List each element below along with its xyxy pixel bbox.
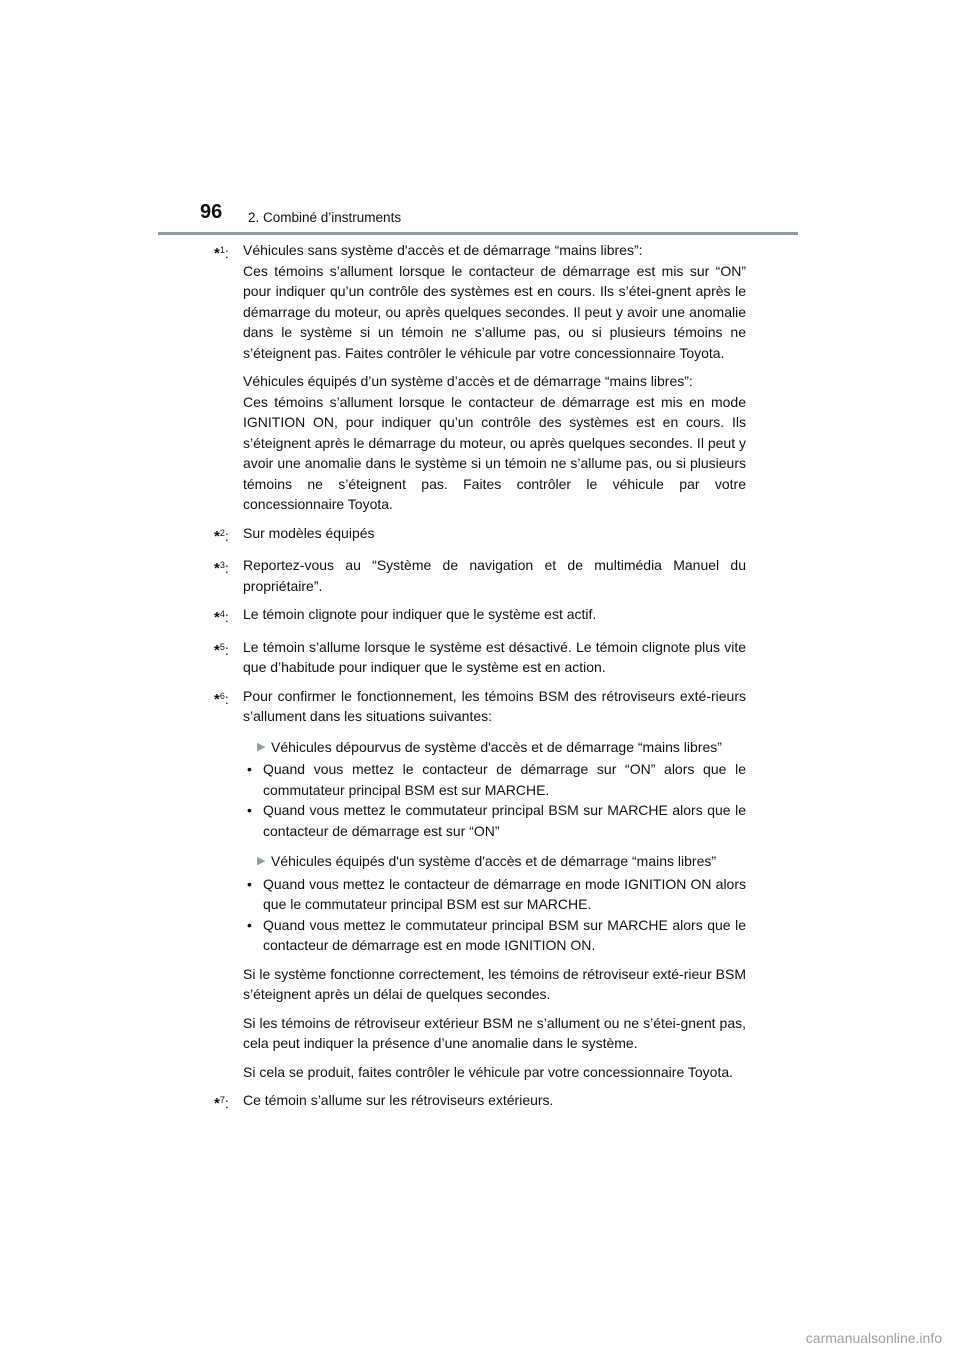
triangle-bullet-icon: ▶ xyxy=(257,740,266,753)
footnote-marker: *$^3$: xyxy=(214,560,229,577)
footnote-text: Ce témoin s’allume sur les rétroviseurs extérieurs. xyxy=(243,1092,554,1108)
footnote-text: Le témoin clignote pour indiquer que le système est actif. xyxy=(243,606,597,622)
footnote-marker: *$^1$: xyxy=(214,245,229,262)
footnote-text: Sur modèles équipés xyxy=(243,524,375,541)
list-item: • Quand vous mettez le commutateur principal BSM sur MARCHE alors que le contacteur de démarrage est sur “ON” xyxy=(247,802,746,839)
footnote-text: Si les témoins de rétroviseur extérieur BSM ne s’allument ou ne s’étei-gnent pas, cela peut indiquer la présence d’une anomalie dans le système. xyxy=(243,1014,746,1051)
footnote-text: Si cela se produit, faites contrôler le véhicule par votre concessionnaire Toyota. xyxy=(243,1063,734,1080)
footnote-text: Véhicules équipés d’un système d’accès et de démarrage “mains libres”: Ces témoins s’allument lorsque le contacteur de démarrage est mis en mode IGNITION ON, pour indiquer qu’un contrôle des systèmes est en cours. Ils s’éteignent après le démarrage du moteur, ou après quelques secondes. Il peut y avoir une anomalie dans le système si un témoin ne s’allume pas, ou si plusieurs témoins ne s’éteignent pas. Faites contrôler le véhicule par votre concessionnaire Toyota. xyxy=(243,373,746,512)
footnote-7 xyxy=(214,1090,746,1115)
list-item: • Quand vous mettez le contacteur de démarrage sur “ON” alors que le commutateur principal BSM est sur MARCHE. xyxy=(247,761,746,798)
footnote-text: Pour confirmer le fonctionnement, les témoins BSM des rétroviseurs exté-rieurs s’allument dans les situations suivantes: xyxy=(243,687,746,724)
footnote-marker: *$^2$: xyxy=(214,527,229,545)
footnote-marker: *$^5$: xyxy=(214,641,229,659)
footnote-marker: *$^7$: xyxy=(214,1095,229,1112)
footnote-text: Si le système fonctionne correctement, les témoins de rétroviseur exté-rieur BSM s’éteignent après un délai de quelques secondes. xyxy=(243,965,746,1002)
footnote-1 xyxy=(214,240,746,515)
footnote-5 xyxy=(214,637,746,678)
subsection-heading: ▶ Véhicules dépourvus de système d'accès et de démarrage “mains libres” xyxy=(257,737,746,758)
list-item: • Quand vous mettez le contacteur de démarrage en mode IGNITION ON alors que le commutateur principal BSM est sur MARCHE. xyxy=(247,875,746,912)
footnote-marker: *$^4$: xyxy=(214,609,229,626)
footnote-3 xyxy=(214,555,746,596)
list-item: • Quand vous mettez le commutateur principal BSM sur MARCHE alors que le contacteur de démarrage est en mode IGNITION ON. xyxy=(247,916,746,953)
watermark: carmanualsonline.info xyxy=(805,1330,942,1346)
notes-content xyxy=(214,240,746,1123)
page-number: 96 xyxy=(200,201,223,223)
footnote-4 xyxy=(214,604,746,629)
footnote-text: Reportez-vous au “Système de navigation et de multimédia Manuel du propriétaire”. xyxy=(243,557,746,594)
triangle-bullet-icon: ▶ xyxy=(257,855,266,867)
footnote-text: Le témoin s’allume lorsque le système est désactivé. Le témoin clignote plus vite que d’habitude pour indiquer que le système est en action. xyxy=(243,638,746,675)
page-header xyxy=(0,0,960,240)
subsection-heading: ▶ Véhicules équipés d'un système d'accès et de démarrage “mains libres” xyxy=(257,851,746,872)
footnote-text: Véhicules sans système d'accès et de démarrage “mains libres”: Ces témoins s’allument lorsque le contacteur de démarrage est mis sur “ON” pour indiquer qu’un contrôle des systèmes est en cours. Ils s’étei-gnent après le démarrage du moteur, ou après quelques secondes. Il peut y avoir une anomalie dans le système si un témoin ne s’allume pas, ou si plusieurs témoins ne s’éteignent pas. Faites contrôler le véhicule par votre concessionnaire Toyota. xyxy=(243,242,746,361)
footnote-2 xyxy=(214,523,746,548)
footnote-6 xyxy=(214,686,746,1083)
header-rule xyxy=(158,232,798,235)
section-title: 2. Combiné d’instruments xyxy=(248,210,402,225)
footnote-marker: *$^6$: xyxy=(214,690,229,708)
